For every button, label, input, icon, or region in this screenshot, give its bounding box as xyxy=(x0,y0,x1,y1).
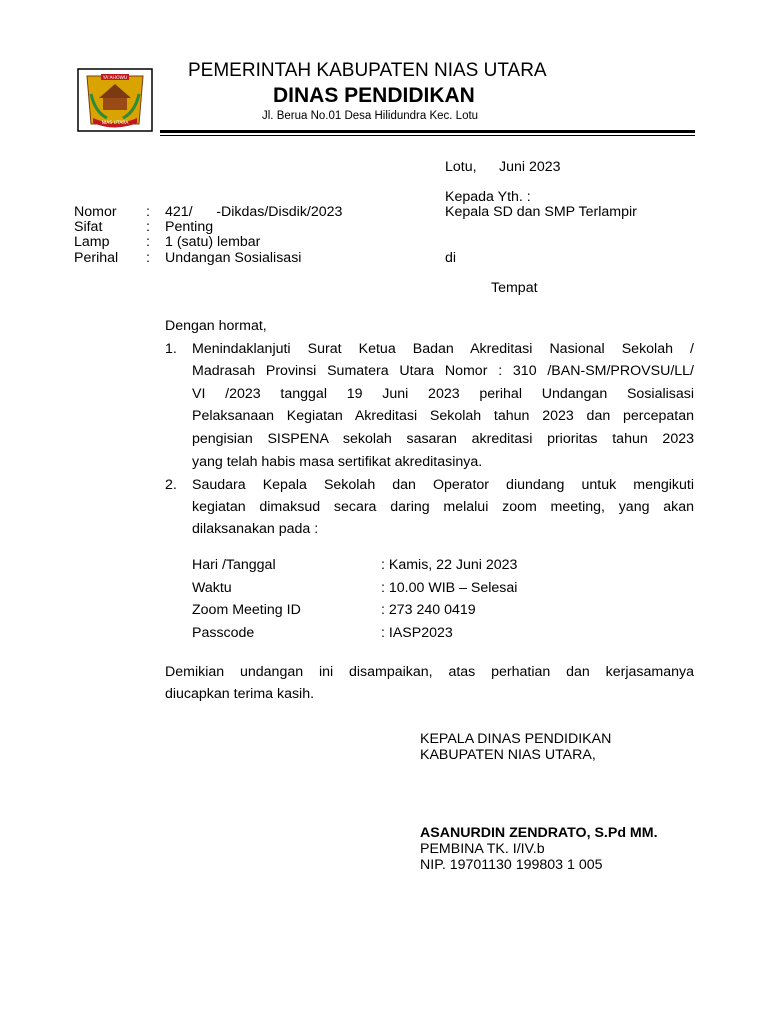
letterhead-office: DINAS PENDIDIKAN xyxy=(273,84,475,107)
meta-value-perihal: Undangan Sosialisasi xyxy=(165,250,302,266)
meta-sep: : xyxy=(146,219,150,235)
detail-label-zoom-id: Zoom Meeting ID xyxy=(192,602,301,618)
detail-value-date: : Kamis, 22 Juni 2023 xyxy=(381,557,518,573)
meta-sep: : xyxy=(146,204,150,220)
recipient-salutation: Kepada Yth. : xyxy=(445,189,531,205)
meta-value-lamp: 1 (satu) lembar xyxy=(165,234,261,250)
meta-sep: : xyxy=(146,234,150,250)
detail-label-time: Waktu xyxy=(192,580,232,596)
item-1-line: pengisian SISPENA sekolah sasaran akreditasi prioritas tahun 2023 xyxy=(192,431,694,447)
item-2-line: dilaksanakan pada : xyxy=(192,521,319,537)
detail-label-passcode: Passcode xyxy=(192,625,255,641)
letterhead-government: PEMERINTAH KABUPATEN NIAS UTARA xyxy=(188,60,547,81)
recipient-name: Kepala SD dan SMP Terlampir xyxy=(445,204,637,220)
meta-label-nomor: Nomor xyxy=(74,204,117,220)
logo-top-text: YA'AHOWU xyxy=(102,76,128,81)
item-2-line: Saudara Kepala Sekolah dan Operator diundang untuk mengikuti xyxy=(192,477,694,493)
letter-date: Juni 2023 xyxy=(499,159,561,175)
item-1-line: Madrasah Provinsi Sumatera Utara Nomor : 310 /BAN-SM/PROVSU/LL/ xyxy=(192,363,694,379)
regency-emblem-logo xyxy=(77,68,153,132)
detail-value-time: : 10.00 WIB – Selesai xyxy=(381,580,518,596)
recipient-place: Tempat xyxy=(491,280,538,296)
item-1-line: Menindaklanjuti Surat Ketua Badan Akreditasi Nasional Sekolah / xyxy=(192,341,694,357)
meta-sep: : xyxy=(146,250,150,266)
recipient-di: di xyxy=(445,250,457,266)
signature-rank: PEMBINA TK. I/IV.b xyxy=(420,841,545,857)
detail-value-zoom-id: : 273 240 0419 xyxy=(381,602,476,618)
meta-label-perihal: Perihal xyxy=(74,250,119,266)
logo-bottom-text: NIAS UTARA xyxy=(101,121,129,126)
item-1-line: VI /2023 tanggal 19 Juni 2023 perihal Undangan Sosialisasi xyxy=(192,386,694,402)
detail-label-date: Hari /Tanggal xyxy=(192,557,276,573)
meta-label-lamp: Lamp xyxy=(74,234,110,250)
letterhead-address: Jl. Berua No.01 Desa Hilidundra Kec. Lotu xyxy=(262,110,479,122)
closing-line: diucapkan terima kasih. xyxy=(165,686,315,702)
signature-title-1: KEPALA DINAS PENDIDIKAN xyxy=(420,731,612,747)
item-2-number: 2. xyxy=(165,477,177,493)
detail-value-passcode: : IASP2023 xyxy=(381,625,453,641)
greeting: Dengan hormat, xyxy=(165,318,267,334)
meta-value-sifat: Penting xyxy=(165,219,214,235)
signature-title-2: KABUPATEN NIAS UTARA, xyxy=(420,747,596,763)
signature-name: ASANURDIN ZENDRATO, S.Pd MM. xyxy=(420,825,658,841)
item-1-line: Pelaksanaan Kegiatan Akreditasi Sekolah tahun 2023 dan percepatan xyxy=(192,408,694,424)
meta-label-sifat: Sifat xyxy=(74,219,103,235)
item-1-line: yang telah habis masa sertifikat akreditasinya. xyxy=(192,454,483,470)
signature-nip: NIP. 19701130 199803 1 005 xyxy=(420,857,603,873)
place: Lotu, xyxy=(445,159,477,175)
meta-value-nomor: 421/ -Dikdas/Disdik/2023 xyxy=(165,204,343,220)
item-1-number: 1. xyxy=(165,341,177,357)
letterhead-rule-thick xyxy=(160,130,695,133)
item-2-line: kegiatan dimaksud secara daring melalui zoom meeting, yang akan xyxy=(192,499,694,515)
letterhead-rule-thin xyxy=(160,135,695,136)
closing-line: Demikian undangan ini disampaikan, atas perhatian dan kerjasamanya xyxy=(165,664,694,680)
